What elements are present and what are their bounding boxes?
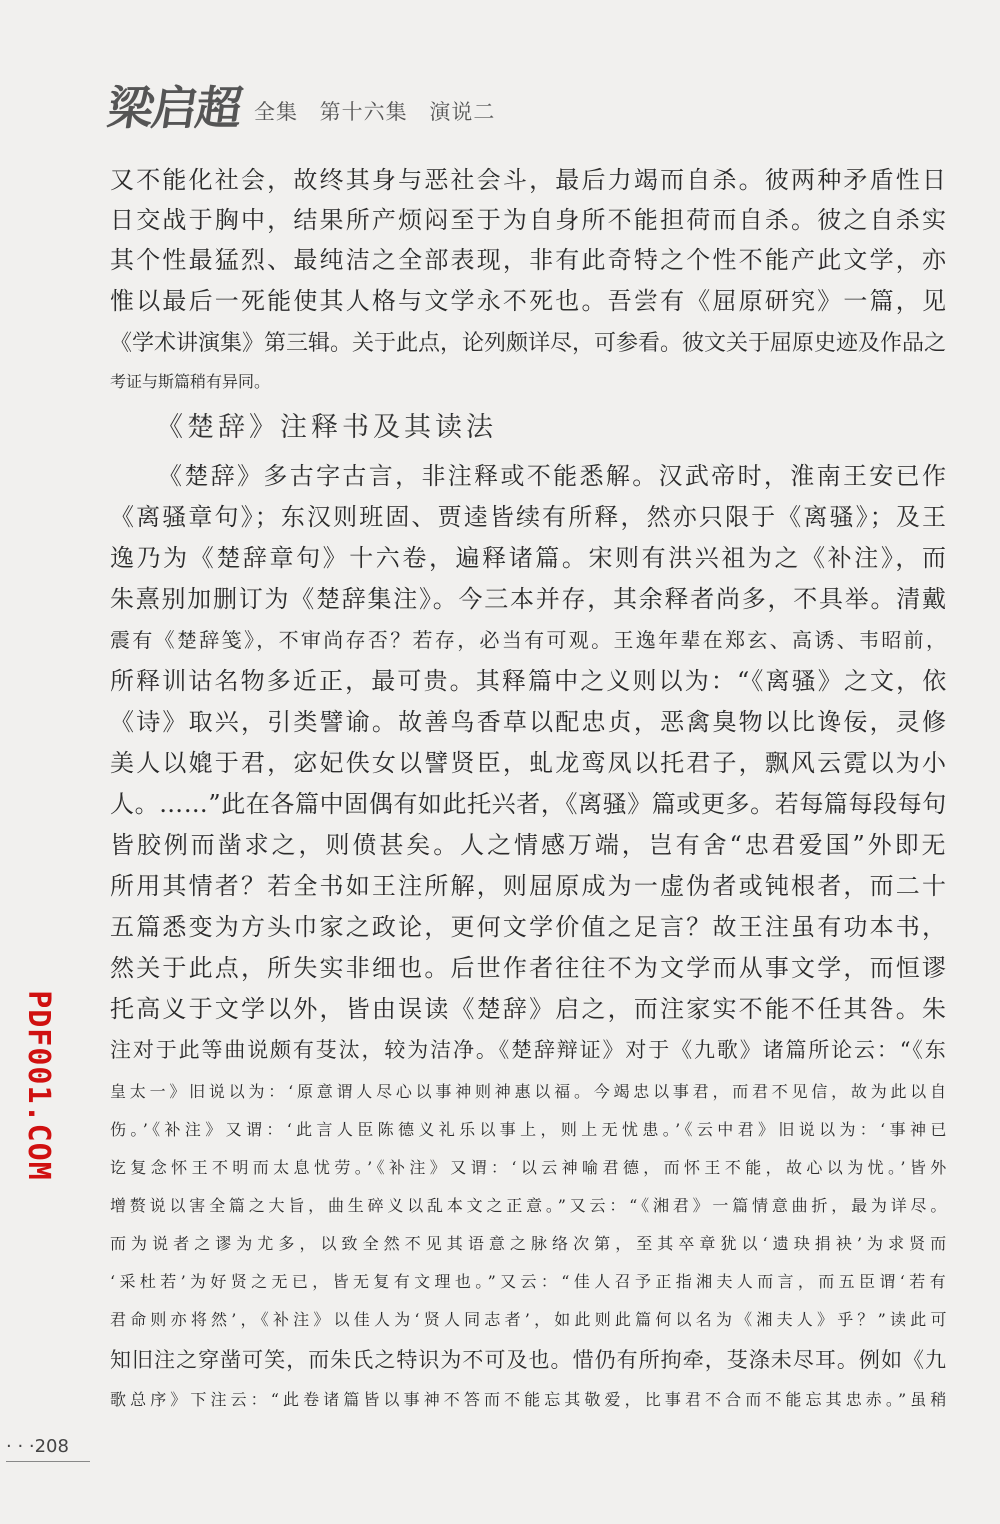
text-line: 又不能化社会，故终其身与恶社会斗，最后力竭而自杀。彼两种矛盾性日 (110, 166, 949, 194)
text-line: 《楚辞》多古字古言，非注释或不能悉解。汉武帝时，淮南王安已作 (158, 462, 949, 490)
text-line: 歌总序》下注云：“此卷诸篇皆以事神不答而不能忘其敬爱，比事君不合而不能忘其忠赤。”虽稍 (110, 1390, 951, 1409)
text-line: 美人以媲于君，宓妃佚女以譬贤臣，虬龙鸾凤以托君子，飘风云霓以为小 (110, 749, 949, 777)
text-line: 皆胶例而凿求之，则偾甚矣。人之情感万端，岂有舍“忠君爱国”外即无 (110, 831, 949, 859)
text-line: 伤。’《补注》又谓：‘此言人臣陈德义礼乐以事上，则上无忧患。’《云中君》旧说以为：‘事神已 (110, 1120, 951, 1139)
text-line: 而为说者之谬为尤多，以致全然不见其语意之脉络次第，至其卒章犹以‘遗玦捐袂’为求贤而 (110, 1234, 952, 1253)
text-line: ‘采杜若’为好贤之无已，皆无复有文理也。”又云：“佳人召予正指湘夫人而言，而五臣谓‘若有 (110, 1272, 950, 1291)
text-line: 知旧注之穿凿可笑，而朱氏之特识为不可及也。惜仍有所拘牵，芟涤未尽耳。例如《九 (110, 1348, 948, 1372)
text-line: 《离骚章句》；东汉则班固、贾逵皆续有所释，然亦只限于《离骚》；及王 (110, 503, 949, 531)
text-line: 震有《楚辞笺》，不审尚存否？若存，必当有可观。王逸年辈在郑玄、高诱、韦昭前， (110, 628, 949, 652)
text-line: 讫复念怀王不明而太息忧劳。’《补注》又谓：‘以云神喻君德，而怀王不能，故心以为忧。’皆外 (110, 1158, 951, 1177)
running-title: 全集 第十六集 演说二 (254, 100, 496, 124)
text-line: 五篇悉变为方头巾家之政论，更何文学价值之足言？故王注虽有功本书， (110, 913, 949, 941)
text-line: 逸乃为《楚辞章句》十六卷，遍释诸篇。宋则有洪兴祖为之《补注》，而 (110, 544, 949, 572)
text-line: 其个性最猛烈、最纯洁之全部表现，非有此奇特之个性不能产此文学，亦 (110, 246, 949, 274)
text-line: 君命则亦将然’，《补注》以佳人为‘贤人同志者’，如此则此篇何以名为《湘夫人》乎？”读此可 (110, 1310, 951, 1329)
text-line: 然关于此点，所失实非细也。后世作者往往不为文学而从事文学，而恒谬 (110, 954, 949, 982)
text-line: 所释训诂名物多近正，最可贵。其释篇中之义则以为：“《离骚》之文，依 (110, 667, 949, 695)
text-line: 增赘说以害全篇之大旨，曲生碎义以乱本文之正意。”又云：“《湘君》一篇情意曲折，最为详尽。 (110, 1196, 951, 1215)
text-line: 《学术讲演集》第三辑。关于此点，论列颇详尽，可参看。彼文关于屈原史迹及作品之 (110, 331, 947, 356)
text-line: 托高义于文学以外，皆由误读《楚辞》启之，而注家实不能不任其咎。朱 (110, 995, 949, 1023)
text-line: 朱熹别加删订为《楚辞集注》。今三本并存，其余释者尚多，不具举。清戴 (110, 585, 948, 613)
page-number: · · ·208 (6, 1436, 90, 1462)
text-line: 《诗》取兴，引类譬谕。故善鸟香草以配忠贞，恶禽臭物以比谗佞，灵修 (110, 708, 949, 736)
calligraphy-logo: 梁启超 (104, 81, 244, 135)
text-line: 考证与斯篇稍有异同。 (110, 372, 271, 391)
text-line: 皇太一》旧说以为：‘原意谓人尽心以事神则神惠以福。今竭忠以事君，而君不见信，故为此以自 (110, 1082, 950, 1101)
running-header (104, 66, 496, 136)
section-heading: 《楚辞》注释书及其读法 (156, 412, 497, 443)
site-watermark: PDF001.COM (20, 989, 56, 1181)
text-line: 注对于此等曲说颇有芟汰，较为洁净。《楚辞辩证》对于《九歌》诸篇所论云：“《东 (110, 1038, 948, 1062)
text-line: 惟以最后一死能使其人格与文学永不死也。吾尝有《屈原研究》一篇，见 (110, 287, 949, 315)
text-line: 人。……”此在各篇中固偶有如此托兴者，《离骚》篇或更多。若每篇每段每句 (110, 790, 947, 818)
text-line: 所用其情者？若全书如王注所解，则屈原成为一虚伪者或钝根者，而二十 (110, 872, 949, 900)
text-line: 日交战于胸中，结果所产烦闷至于为自身所不能担荷而自杀。彼之自杀实 (110, 206, 949, 234)
